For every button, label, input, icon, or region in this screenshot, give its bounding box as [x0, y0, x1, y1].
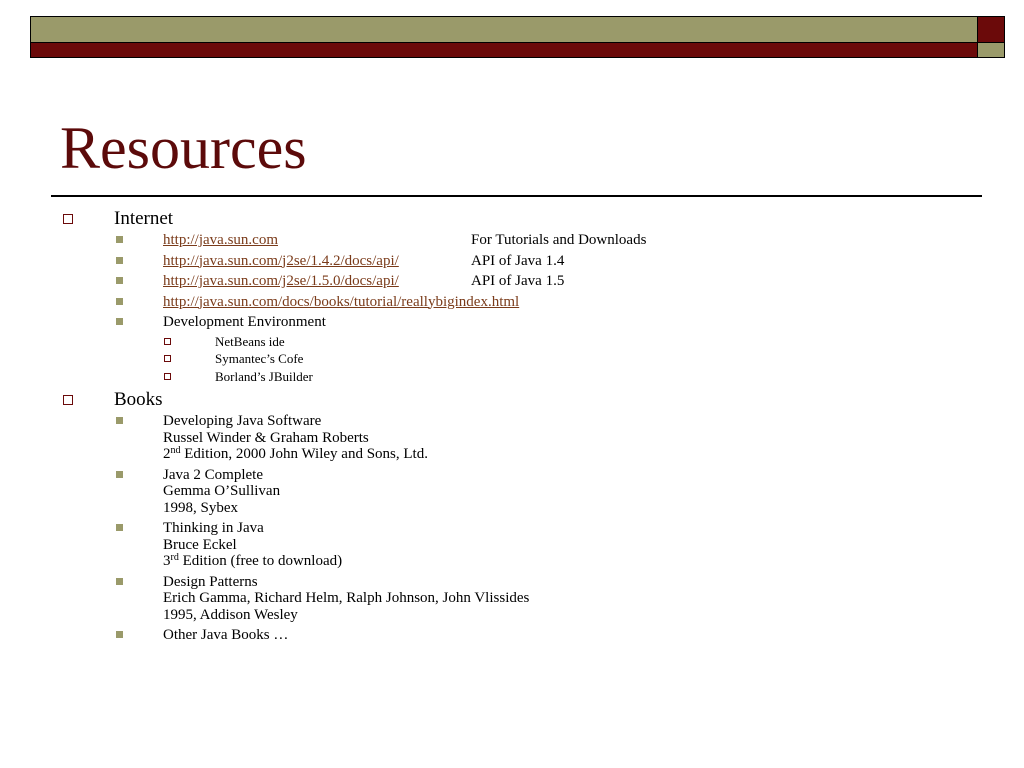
- square-bullet-icon: [116, 236, 123, 243]
- tool-name: Borland’s JBuilder: [215, 368, 313, 384]
- title-divider: [51, 195, 982, 197]
- link-item: [0, 273, 1024, 290]
- slide-title: Resources: [60, 115, 307, 181]
- book-title: Thinking in Java: [163, 520, 264, 536]
- book-publisher: 1998, Sybex: [163, 499, 238, 516]
- dev-env-tool: [0, 333, 1024, 351]
- book-item: [0, 467, 1024, 517]
- book-title: Developing Java Software: [163, 413, 322, 429]
- book-item: [0, 627, 1024, 644]
- dev-env-label: Development Environment: [163, 314, 326, 330]
- section-label: Internet: [114, 208, 174, 229]
- square-bullet-icon: [116, 631, 123, 638]
- section-internet: [0, 206, 1024, 232]
- dev-env-tool: [0, 368, 1024, 386]
- hollow-square-bullet-icon: [164, 338, 171, 345]
- book-publisher: 1995, Addison Wesley: [163, 606, 298, 623]
- book-item: [0, 413, 1024, 463]
- slide-content: [0, 205, 1024, 648]
- corner-square-maroon: [977, 16, 1005, 43]
- book-title: Design Patterns: [163, 573, 258, 590]
- book-edition: 3rd Edition (free to download): [163, 552, 343, 569]
- link-item: [0, 253, 1024, 270]
- square-bullet-icon: [116, 318, 123, 325]
- book-authors: Bruce Eckel: [163, 536, 237, 553]
- link-tutorial-index[interactable]: http://java.sun.com/docs/books/tutorial/reallybigindex.html: [163, 293, 520, 310]
- section-label: Books: [114, 389, 163, 410]
- link-note: API of Java 1.5: [471, 273, 565, 289]
- book-authors: Russel Winder & Graham Roberts: [163, 429, 369, 446]
- dev-env-item: [0, 314, 1024, 331]
- link-java-sun[interactable]: http://java.sun.com: [163, 232, 278, 248]
- square-bullet-icon: [116, 298, 123, 305]
- book-authors: Erich Gamma, Richard Helm, Ralph Johnson, John Vlissides: [163, 590, 530, 606]
- link-api-1-5[interactable]: http://java.sun.com/j2se/1.5.0/docs/api/: [163, 273, 399, 289]
- link-api-1-4[interactable]: http://java.sun.com/j2se/1.4.2/docs/api/: [163, 252, 399, 269]
- hollow-square-bullet-icon: [63, 214, 73, 224]
- square-bullet-icon: [116, 578, 123, 585]
- book-edition: 2nd Edition, 2000 John Wiley and Sons, Ltd.: [163, 445, 428, 462]
- book-title: Other Java Books …: [163, 627, 289, 643]
- hollow-square-bullet-icon: [63, 395, 73, 405]
- dev-env-tool: [0, 350, 1024, 368]
- link-item: [0, 294, 1024, 311]
- tool-name: NetBeans ide: [215, 333, 285, 349]
- square-bullet-icon: [116, 417, 123, 424]
- square-bullet-icon: [116, 277, 123, 284]
- header-bar-maroon: [30, 42, 978, 58]
- link-item: [0, 232, 1024, 249]
- header-bar-olive: [30, 16, 978, 43]
- book-authors: Gemma O’Sullivan: [163, 483, 281, 499]
- link-note: API of Java 1.4: [471, 252, 565, 269]
- book-item: [0, 520, 1024, 570]
- book-title: Java 2 Complete: [163, 466, 263, 483]
- link-note: For Tutorials and Downloads: [471, 232, 647, 248]
- section-books: [0, 387, 1024, 413]
- hollow-square-bullet-icon: [164, 373, 171, 380]
- hollow-square-bullet-icon: [164, 355, 171, 362]
- tool-name: Symantec’s Cofe: [215, 351, 304, 366]
- square-bullet-icon: [116, 257, 123, 264]
- square-bullet-icon: [116, 471, 123, 478]
- square-bullet-icon: [116, 524, 123, 531]
- corner-square-olive: [977, 42, 1005, 58]
- book-item: [0, 574, 1024, 624]
